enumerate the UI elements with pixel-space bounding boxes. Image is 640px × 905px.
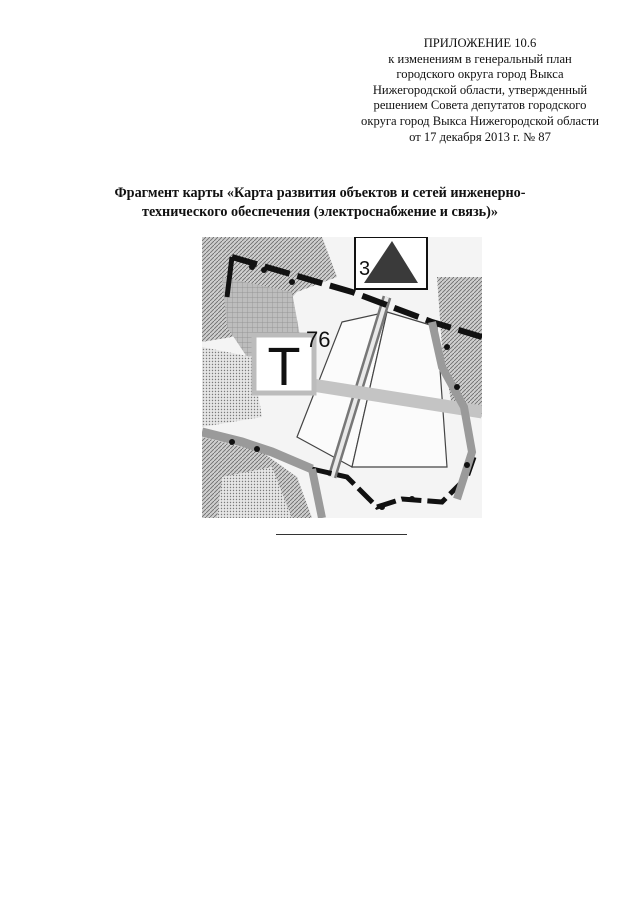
map-drawing: [202, 237, 482, 518]
map-symbol-t: [254, 335, 314, 397]
map-number-label: 76: [306, 327, 331, 352]
appendix-line-date: от 17 декабря 2013 г. № 87: [409, 129, 551, 144]
map-symbol-label: Т: [267, 337, 301, 397]
appendix-line-region: Нижегородской области, утвержденный: [372, 82, 588, 97]
map-substation-sign: [355, 237, 427, 289]
map-parcel-label: 3: [359, 258, 371, 280]
appendix-line-council: округа город Выкса Нижегородской области: [361, 113, 599, 128]
appendix-line-district: городского округа город Выкса: [396, 67, 564, 82]
document-title-line-1: Фрагмент карты «Карта развития объектов и сетей инженерно-: [114, 185, 526, 201]
appendix-line-decision: решением Совета депутатов городского: [373, 98, 587, 113]
appendix-line-number: ПРИЛОЖЕНИЕ 10.6: [423, 36, 537, 50]
separator-line: [276, 534, 407, 535]
map-fragment: [202, 237, 482, 518]
document-title-line-2: технического обеспечения (электроснабжение и связь)»: [141, 204, 498, 220]
document-title: [70, 184, 570, 222]
appendix-header: [330, 36, 630, 145]
appendix-line-changes: к изменениям в генеральный план: [388, 51, 572, 66]
